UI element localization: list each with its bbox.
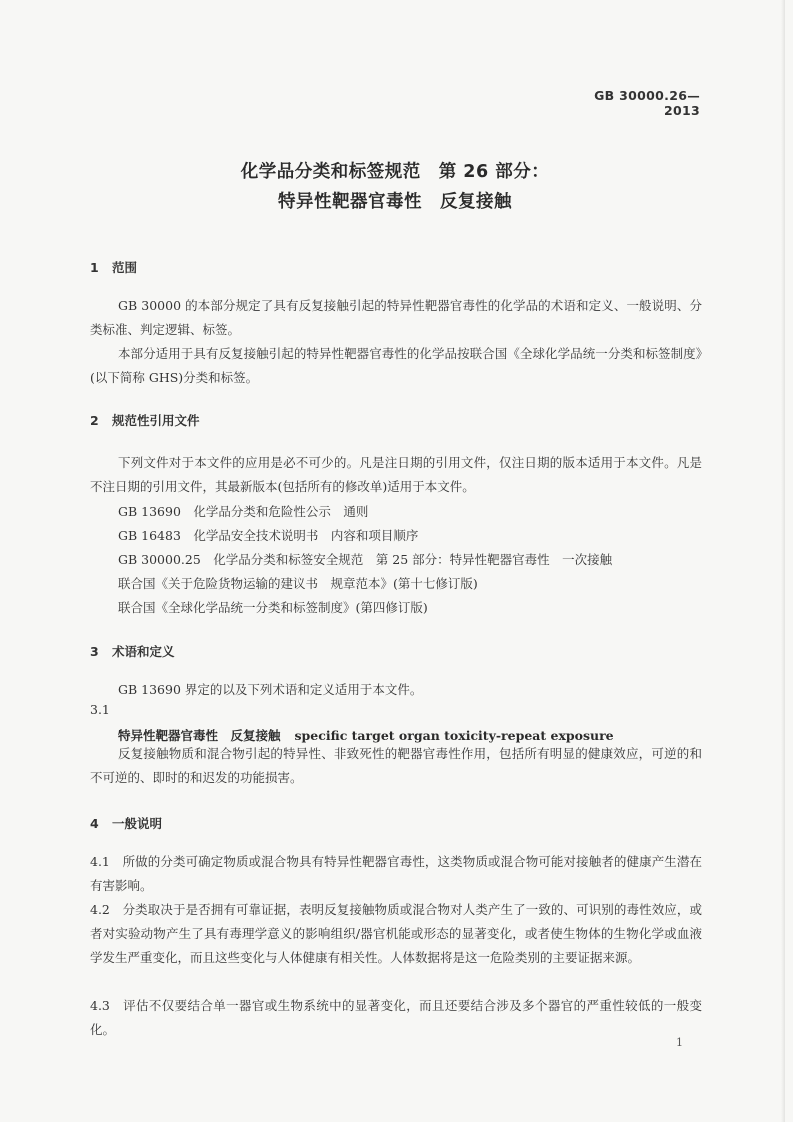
reference-item: 联合国《全球化学品统一分类和标签制度》(第四修订版) [118,600,428,615]
section-1-heading [90,258,137,276]
reference-item: GB 16483 化学品安全技术说明书 内容和项目顺序 [118,528,419,543]
section-number: 4 [90,816,99,831]
document-title-line-2: 特异性靶器官毒性 反复接触 [278,192,512,212]
general-note-item: 4.1 所做的分类可确定物质或混合物具有特异性靶器官毒性，这类物质或混合物可能对接触者的健康产生潜在有害影响。 [90,854,702,893]
page-number: 1 [676,1036,683,1049]
term-definition: 反复接触物质和混合物引起的特异性、非致死性的靶器官毒性作用，包括所有明显的健康效应，可逆的和不可逆的、即时的和迟发的功能损害。 [90,746,702,785]
general-note-item: 4.3 评估不仅要结合单一器官或生物系统中的显著变化，而且还要结合涉及多个器官的严重性较低的一般变化。 [90,998,702,1037]
page-edge-shadow [781,0,785,1122]
section-title: 术语和定义 [112,644,175,659]
section-4-heading [90,814,162,832]
section-3-paragraph-1: GB 13690 界定的以及下列术语和定义适用于本文件。 [118,682,423,697]
section-title: 范围 [112,260,138,275]
standard-code: GB 30000.26—2013 [594,88,700,118]
section-2-heading [90,411,200,429]
clause-number: 3.1 [90,702,110,717]
general-note-item: 4.2 分类取决于是否拥有可靠证据，表明反复接触物质或混合物对人类产生了一致的、可识别的毒性效应，或者对实验动物产生了具有毒理学意义的影响组织/器官机能或形态的显著变化，或者使生物体的生物化学或血液学发生严重变化，而且这些变化与人体健康有相关性。人体数据将是这一危险类别的主要证据来源。 [90,902,702,965]
section-title: 规范性引用文件 [112,413,200,428]
section-number: 1 [90,260,99,275]
reference-item: GB 30000.25 化学品分类和标签安全规范 第 25 部分：特异性靶器官毒性 一次接触 [118,552,613,567]
reference-item: 联合国《关于危险货物运输的建议书 规章范本》(第十七修订版) [118,576,478,591]
section-3-heading [90,642,175,660]
document-title-line-1: 化学品分类和标签规范 第 26 部分： [240,162,550,182]
section-1-paragraph-2: 本部分适用于具有反复接触引起的特异性靶器官毒性的化学品按联合国《全球化学品统一分类和标签制度》(以下简称 GHS)分类和标签。 [90,346,702,385]
reference-item: GB 13690 化学品分类和危险性公示 通则 [118,504,369,519]
section-number: 2 [90,413,99,428]
section-1-paragraph-1: GB 30000 的本部分规定了具有反复接触引起的特异性靶器官毒性的化学品的术语和定义、一般说明、分类标准、判定逻辑、标签。 [90,298,702,337]
term-english: specific target organ toxicity-repeat exposure [294,728,614,743]
section-title: 一般说明 [112,816,163,831]
term-chinese: 特异性靶器官毒性 反复接触 [118,728,281,743]
section-number: 3 [90,644,99,659]
section-2-paragraph-1: 下列文件对于本文件的应用是必不可少的。凡是注日期的引用文件，仅注日期的版本适用于本文件。凡是不注日期的引用文件，其最新版本(包括所有的修改单)适用于本文件。 [90,455,702,494]
